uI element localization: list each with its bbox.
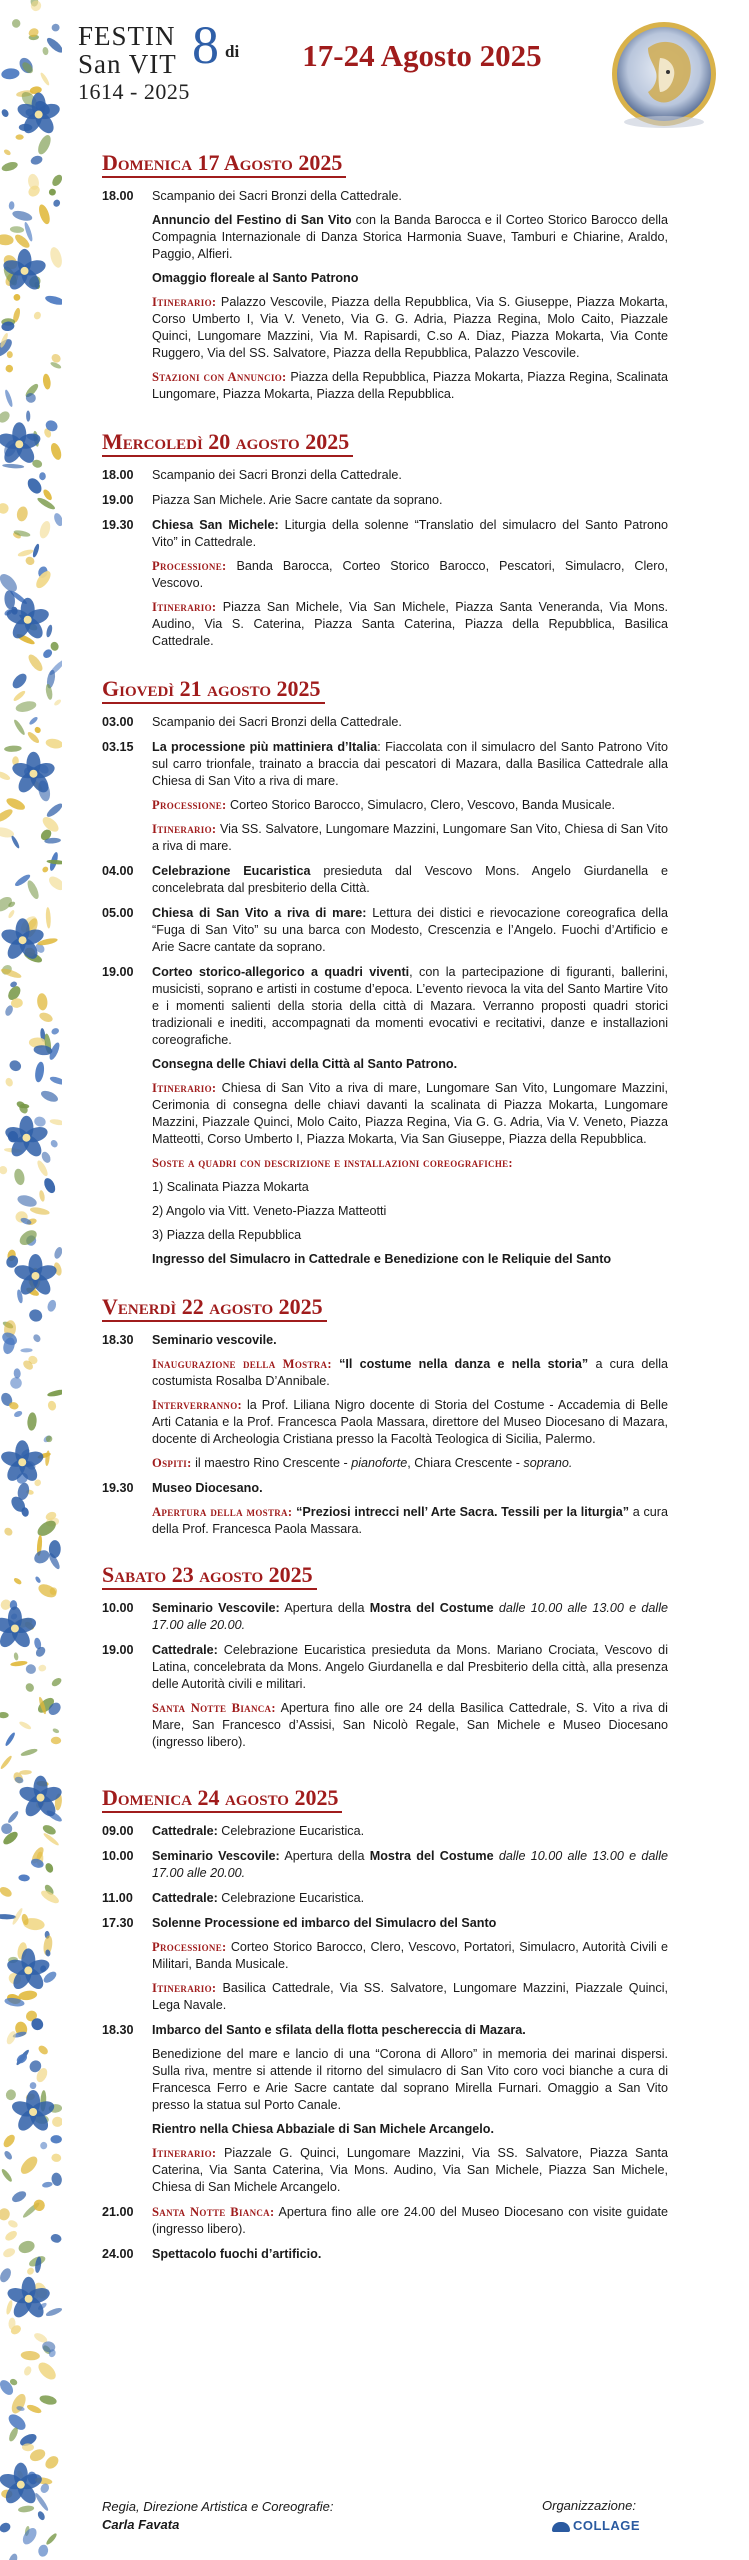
entry-paragraph	[152, 188, 668, 205]
entry-text: Banda Barocca, Corteo Storico Barocco, Pescatori, Simulacro, Clero, Vescovo.	[152, 559, 668, 590]
entry-label: Soste a quadri con descrizione e installazioni coreografiche:	[152, 1156, 513, 1170]
entry-text: Imbarco del Santo e sfilata della flotta peschereccia di Mazara.	[152, 2023, 526, 2037]
program-entry	[102, 1915, 668, 2014]
entry-paragraph	[152, 294, 668, 362]
entry-paragraph	[152, 1203, 668, 1220]
program-entry	[102, 467, 668, 484]
entry-label: Apertura della mostra:	[152, 1505, 293, 1519]
entry-paragraph	[152, 1227, 668, 1244]
entry-paragraph	[152, 2204, 668, 2238]
program-entry	[102, 863, 668, 897]
entry-text: Cattedrale:	[152, 1643, 218, 1657]
entry-text: Corteo Storico Barocco, Clero, Vescovo, Portatori, Simulacro, Autorità Civili e Militari, Banda Musicale.	[152, 1940, 668, 1971]
festino-logo	[78, 15, 240, 106]
entry-text: , con la partecipazione di figuranti, ballerini, musicisti, soprano e artisti in costume d’epoca. L’evento rievoca la vita del Santo Martire Vito e i momenti salienti della storia della città di Mazara. Verranno proposti quadri storici tradizionali e inediti, accompagnati da momenti evocativi e recitativi, danze e installazioni coreografiche.	[152, 965, 668, 1047]
entry-paragraph	[152, 1251, 668, 1268]
entry-label: Itinerario:	[152, 600, 217, 614]
entry-text: “Preziosi intrecci nell’ Arte Sacra. Tessili per la liturgia”	[292, 1505, 630, 1519]
entry-paragraph	[152, 1915, 668, 1932]
entry-text: Apertura della	[279, 1601, 370, 1615]
entry-label: Inaugurazione della Mostra:	[152, 1357, 332, 1371]
entry-paragraph	[152, 821, 668, 855]
program-entry	[102, 188, 668, 403]
saint-medallion-icon	[608, 18, 720, 130]
entry-time: 19.00	[102, 493, 134, 507]
entry-paragraph	[152, 905, 668, 956]
entry-paragraph	[152, 2246, 668, 2263]
program-entry	[102, 2246, 668, 2263]
entry-time: 03.15	[102, 740, 134, 754]
entry-time: 18.30	[102, 2023, 134, 2037]
entry-text: Rientro nella Chiesa Abbaziale di San Michele Arcangelo.	[152, 2122, 494, 2136]
entry-paragraph	[152, 1056, 668, 1073]
entry-text: con la Banda Barocca e il Corteo Storico Barocco della Compagnia Internazionale di Danza Storica Harmonia Suave, Tamburi e Chiarine, Araldo, Paggio, Alfieri.	[152, 213, 668, 261]
day-heading-text-end: gosto 2025	[239, 150, 343, 175]
entry-text: Basilica Cattedrale, Via SS. Salvatore, Lungomare Mazzini, Piazzale Quinci, Lega Navale.	[152, 1981, 668, 2012]
entry-time: 03.00	[102, 715, 134, 729]
day-heading-text: ercoledì 20 agosto 2025	[122, 429, 350, 454]
entry-text: il maestro Rino Crescente -	[191, 1456, 352, 1470]
entry-text: Solenne Processione ed imbarco del Simulacro del Santo	[152, 1916, 497, 1930]
entry-time: 19.30	[102, 518, 134, 532]
entry-text: Seminario Vescovile:	[152, 1849, 280, 1863]
day-heading-text: iovedì 21 agosto 2025	[119, 676, 321, 701]
entry-label: Santa Notte Bianca:	[152, 2205, 275, 2219]
entry-paragraph	[152, 270, 668, 287]
day-heading	[102, 676, 325, 704]
entry-paragraph	[152, 739, 668, 790]
day-heading-initial: V	[102, 1294, 118, 1319]
entry-text: Ingresso del Simulacro in Cattedrale e Benedizione con le Reliquie del Santo	[152, 1252, 612, 1266]
entry-text: presieduta dal Vescovo Mons. Angelo Giurdanella e concelebrata dal presbiterio della Città.	[152, 864, 668, 895]
collage-logo-icon	[552, 2522, 570, 2532]
program-entry	[102, 2022, 668, 2196]
program-entry	[102, 739, 668, 855]
footer	[102, 2494, 702, 2554]
organizer-label: Organizzazione:	[542, 2498, 636, 2513]
entry-text: Chiesa di San Vito a riva di mare:	[152, 906, 367, 920]
entry-text: La processione più mattiniera d’Italia	[152, 740, 378, 754]
entry-label: Processione:	[152, 559, 227, 573]
header	[78, 15, 738, 128]
entry-paragraph	[152, 1356, 668, 1390]
entry-text: Lettura dei distici e rievocazione coreografica della “Fuga di San Vito” su una barca con Modesto, Crescenzia e l’Angelo. Fuochi d’Artificio e Arie Sacre cantate da soprano.	[152, 906, 668, 954]
entry-paragraph	[152, 1397, 668, 1448]
entry-text: Annuncio del Festino di San Vito	[152, 213, 352, 227]
day-heading-initial: S	[102, 1562, 115, 1587]
organizer-logo	[552, 2518, 640, 2533]
logo-di: di	[225, 42, 240, 61]
entry-time: 18.00	[102, 189, 134, 203]
entry-label: Itinerario:	[152, 1081, 217, 1095]
program-entry	[102, 714, 668, 731]
program-entry	[102, 1823, 668, 1840]
entry-paragraph	[152, 1848, 668, 1882]
day-heading	[102, 1562, 317, 1590]
entry-time: 18.30	[102, 1333, 134, 1347]
credits	[102, 2498, 333, 2534]
entry-paragraph	[152, 492, 668, 509]
entry-label: Santa Notte Bianca:	[152, 1701, 276, 1715]
entry-text: pianoforte	[351, 1456, 408, 1470]
entry-text: Spettacolo fuochi d’artificio.	[152, 2247, 322, 2261]
entry-paragraph	[152, 1700, 668, 1751]
entry-text: a cura della Prof. Francesca Paola Massara.	[152, 1505, 668, 1536]
entry-paragraph	[152, 1155, 668, 1172]
entry-paragraph	[152, 2121, 668, 2138]
entry-label: Processione:	[152, 1940, 227, 1954]
entry-paragraph	[152, 964, 668, 1049]
day-heading-initial: D	[102, 150, 118, 175]
entry-paragraph	[152, 212, 668, 263]
entry-text: Seminario Vescovile:	[152, 1601, 280, 1615]
entry-label: Processione:	[152, 798, 227, 812]
logo-years: 1614 - 2025	[78, 79, 190, 104]
entry-time: 05.00	[102, 906, 134, 920]
entry-text: Celebrazione Eucaristica.	[217, 1824, 365, 1838]
program-entry	[102, 1480, 668, 1538]
entry-text: Piazzale G. Quinci, Lungomare Mazzini, Via SS. Salvatore, Piazza Santa Caterina, Via Santa Caterina, Via Mons. Audino, Via San Michele, Piazza San Michele, Chiesa di San Michele Arcangelo.	[152, 2146, 668, 2194]
logo-line-san-vito: San VIT	[78, 49, 177, 79]
entry-time: 19.00	[102, 965, 134, 979]
entry-text: 2) Angolo via Vitt. Veneto-Piazza Matteotti	[152, 1204, 387, 1218]
entry-text: Via SS. Salvatore, Lungomare Mazzini, Lungomare San Vito, Chiesa di San Vito a riva di mare.	[152, 822, 668, 853]
credit-role: Regia, Direzione Artistica e Coreografie:	[102, 2499, 334, 2514]
entry-text: a cura della costumista Rosalba D’Annibale.	[152, 1357, 669, 1388]
entry-paragraph	[152, 517, 668, 551]
entry-text: Corteo Storico Barocco, Simulacro, Clero, Vescovo, Banda Musicale.	[226, 798, 615, 812]
entry-paragraph	[152, 1080, 668, 1148]
entry-text: Piazza San Michele. Arie Sacre cantate da soprano.	[152, 493, 443, 507]
entry-text: Celebrazione Eucaristica	[152, 864, 311, 878]
entry-text: “Il costume nella danza e nella storia”	[331, 1357, 589, 1371]
entry-text: Palazzo Vescovile, Piazza della Repubblica, Via S. Giuseppe, Piazza Mokarta, Corso Umberto I, Via V. Veneto, Via G. G. Adria, Piazza Regina, Molo Caito, Piazzale Quinci, Lungomare Mazzini, Via M. Rapisardi, C.so A. Diaz, Piazza Mokarta, Via Conte Ruggero, Via del SS. Salvatore, Piazza della Repubblica, Palazzo Vescovile.	[152, 295, 668, 360]
entry-text: Cattedrale:	[152, 1824, 218, 1838]
entry-paragraph	[152, 467, 668, 484]
entry-text: Scampanio dei Sacri Bronzi della Cattedrale.	[152, 468, 402, 482]
entry-time: 09.00	[102, 1824, 134, 1838]
entry-text: la Prof. Liliana Nigro docente di Storia del Costume - Accademia di Belle Arti Catania e la Prof. Francesca Paola Massara, direttore del Museo Diocesano di Mazara, docente di Archeologia Cristiana presso la Facoltà Teologica di Sicilia, Palermo.	[152, 1398, 668, 1446]
entry-text: 3) Piazza della Repubblica	[152, 1228, 302, 1242]
entry-time: 10.00	[102, 1601, 134, 1615]
entry-label: Itinerario:	[152, 822, 217, 836]
entry-text: Cattedrale:	[152, 1891, 218, 1905]
day-heading-text: enerdì 22 agosto 2025	[117, 1294, 323, 1319]
entry-paragraph	[152, 1823, 668, 1840]
entry-text: Apertura fino alle ore 24.00 del Museo Diocesano con visite guidate (ingresso libero).	[152, 2205, 668, 2236]
entry-paragraph	[152, 714, 668, 731]
entry-paragraph	[152, 1642, 668, 1693]
day-heading	[102, 1294, 327, 1322]
entry-text: : Fiaccolata con il simulacro del Santo Patrono Vito sul carro trionfale, trainato a braccia dai pescatori di Mazara, dalla Basilica Cattedrale alla Chiesa di San Vito a riva di mare.	[152, 740, 668, 788]
day-heading-text: abato 23 agosto 2025	[114, 1562, 313, 1587]
day-heading-initial: D	[102, 1785, 118, 1810]
entry-time: 04.00	[102, 864, 134, 878]
entry-text: Benedizione del mare e lancio di una “Corona di Alloro” in memoria dei marinai dispersi. Sulla riva, mentre si attende il ritorno del simulacro di San Vito coro voci bianche a cura di Francesca Ferro e Arie Sacre cantate dal soprano Mirella Furnari. Omaggio a San Vito presso la statua sul Porto Canale.	[152, 2047, 668, 2112]
day-heading	[102, 429, 353, 457]
day-heading-text: omenica 24 agosto 2025	[117, 1785, 339, 1810]
program-entry	[102, 905, 668, 956]
entry-label: Ospiti:	[152, 1456, 192, 1470]
entry-paragraph	[152, 2022, 668, 2039]
entry-paragraph	[152, 1600, 668, 1634]
entry-label: Interverranno:	[152, 1398, 242, 1412]
entry-text: Chiesa San Michele:	[152, 518, 279, 532]
program-entry	[102, 1890, 668, 1907]
entry-text: , Chiara Crescente -	[407, 1456, 524, 1470]
entry-text: Celebrazione Eucaristica presieduta da Mons. Mariano Crociata, Vescovo di Latina, concelebrata da Mons. Angelo Giurdanella e dal Presbiterio della città, alla presenza delle Autorità civili e militari.	[152, 1643, 668, 1691]
entry-paragraph	[152, 863, 668, 897]
entry-text: Celebrazione Eucaristica.	[217, 1891, 365, 1905]
program-entry	[102, 517, 668, 650]
entry-text: Apertura della	[279, 1849, 370, 1863]
entry-text: 1) Scalinata Piazza Mokarta	[152, 1180, 309, 1194]
entry-text: Scampanio dei Sacri Bronzi della Cattedrale.	[152, 189, 402, 203]
entry-paragraph	[152, 1332, 668, 1349]
event-dates: 17-24 Agosto 2025	[302, 38, 542, 73]
floral-border	[0, 0, 62, 2560]
entry-text: Apertura fino alle ore 24 della Basilica Cattedrale, S. Vito a riva di Mare, San Francesco d’Assisi, San Nicolò Regale, San Michele e Museo Diocesano (ingresso libero).	[152, 1701, 668, 1749]
program-entry	[102, 964, 668, 1268]
entry-time: 19.30	[102, 1481, 134, 1495]
program-entry	[102, 1332, 668, 1472]
entry-text: soprano.	[523, 1456, 573, 1470]
entry-text: Omaggio floreale al Santo Patrono	[152, 271, 359, 285]
entry-label: Stazioni con Annuncio:	[152, 370, 287, 384]
entry-text: Corteo storico-allegorico a quadri viventi	[152, 965, 410, 979]
entry-paragraph	[152, 1939, 668, 1973]
entry-time: 24.00	[102, 2247, 134, 2261]
entry-paragraph	[152, 797, 668, 814]
entry-time: 21.00	[102, 2205, 134, 2219]
entry-paragraph	[152, 1480, 668, 1497]
entry-label: Itinerario:	[152, 1981, 217, 1995]
program-entry	[102, 1600, 668, 1634]
logo-line-festino: FESTIN	[78, 21, 176, 51]
entry-text: Seminario vescovile.	[152, 1333, 277, 1347]
entry-paragraph	[152, 558, 668, 592]
entry-paragraph	[152, 1179, 668, 1196]
program-entry	[102, 1642, 668, 1751]
entry-text: Liturgia della solenne “Translatio del simulacro del Santo Patrono Vito” in Cattedrale.	[152, 518, 668, 549]
entry-text: Chiesa di San Vito a riva di mare, Lungomare San Vito, Lungomare Mazzini, Cerimonia di consegna delle chiavi davanti la scalinata di Piazza Mokarta, Lungomare Mazzini, Piazzale Quinci, Molo Caito, Piazza Regina, Via G. G. Adria, Via V. Veneto, Piazza Matteotti, Corso Umberto I, Piazza Mokarta, Via San Giuseppe, Piazza della Repubblica.	[152, 1081, 668, 1146]
program	[102, 150, 668, 2271]
entry-paragraph	[152, 1980, 668, 2014]
entry-paragraph	[152, 1455, 668, 1472]
entry-paragraph	[152, 1890, 668, 1907]
entry-text: Piazza San Michele, Via San Michele, Piazza Santa Veneranda, Via Mons. Audino, Via S. Caterina, Piazza Santa Caterina, Piazza della Repubblica, Basilica Cattedrale.	[152, 600, 668, 648]
entry-time: 19.00	[102, 1643, 134, 1657]
entry-text: Museo Diocesano.	[152, 1481, 263, 1495]
entry-paragraph	[152, 599, 668, 650]
entry-paragraph	[152, 2145, 668, 2196]
entry-text: Mostra del Costume	[369, 1601, 494, 1615]
entry-label: Itinerario:	[152, 2146, 217, 2160]
entry-paragraph	[152, 2046, 668, 2114]
entry-text: dalle 10.00 alle 13.00 e dalle 17.00 alle 20.00.	[152, 1601, 668, 1632]
entry-text: Consegna delle Chiavi della Città al Santo Patrono.	[152, 1057, 458, 1071]
entry-text: Scampanio dei Sacri Bronzi della Cattedrale.	[152, 715, 402, 729]
day-heading-text: omenica 17 A	[117, 150, 240, 175]
entry-label: Itinerario:	[152, 295, 217, 309]
day-heading-initial: G	[102, 676, 120, 701]
entry-time: 11.00	[102, 1891, 133, 1905]
day-heading	[102, 150, 346, 178]
program-entry	[102, 1848, 668, 1882]
program-entry	[102, 2204, 668, 2238]
entry-paragraph	[152, 369, 668, 403]
program-entry	[102, 492, 668, 509]
credit-name: Carla Favata	[102, 2517, 180, 2532]
day-heading-initial: M	[102, 429, 123, 454]
entry-time: 10.00	[102, 1849, 134, 1863]
day-heading	[102, 1785, 342, 1813]
entry-text: dalle 10.00 alle 13.00 e dalle 17.00 alle 20.00.	[152, 1849, 668, 1880]
entry-text: Mostra del Costume	[369, 1849, 494, 1863]
entry-text: Piazza della Repubblica, Piazza Mokarta, Piazza Regina, Scalinata Lungomare, Piazza Mokarta, Piazza della Repubblica.	[152, 370, 668, 401]
entry-paragraph	[152, 1504, 668, 1538]
entry-time: 17.30	[102, 1916, 134, 1930]
organizer-name: COLLAGE	[573, 2518, 641, 2533]
entry-time: 18.00	[102, 468, 134, 482]
logo-eight-mark: 8	[192, 15, 219, 75]
